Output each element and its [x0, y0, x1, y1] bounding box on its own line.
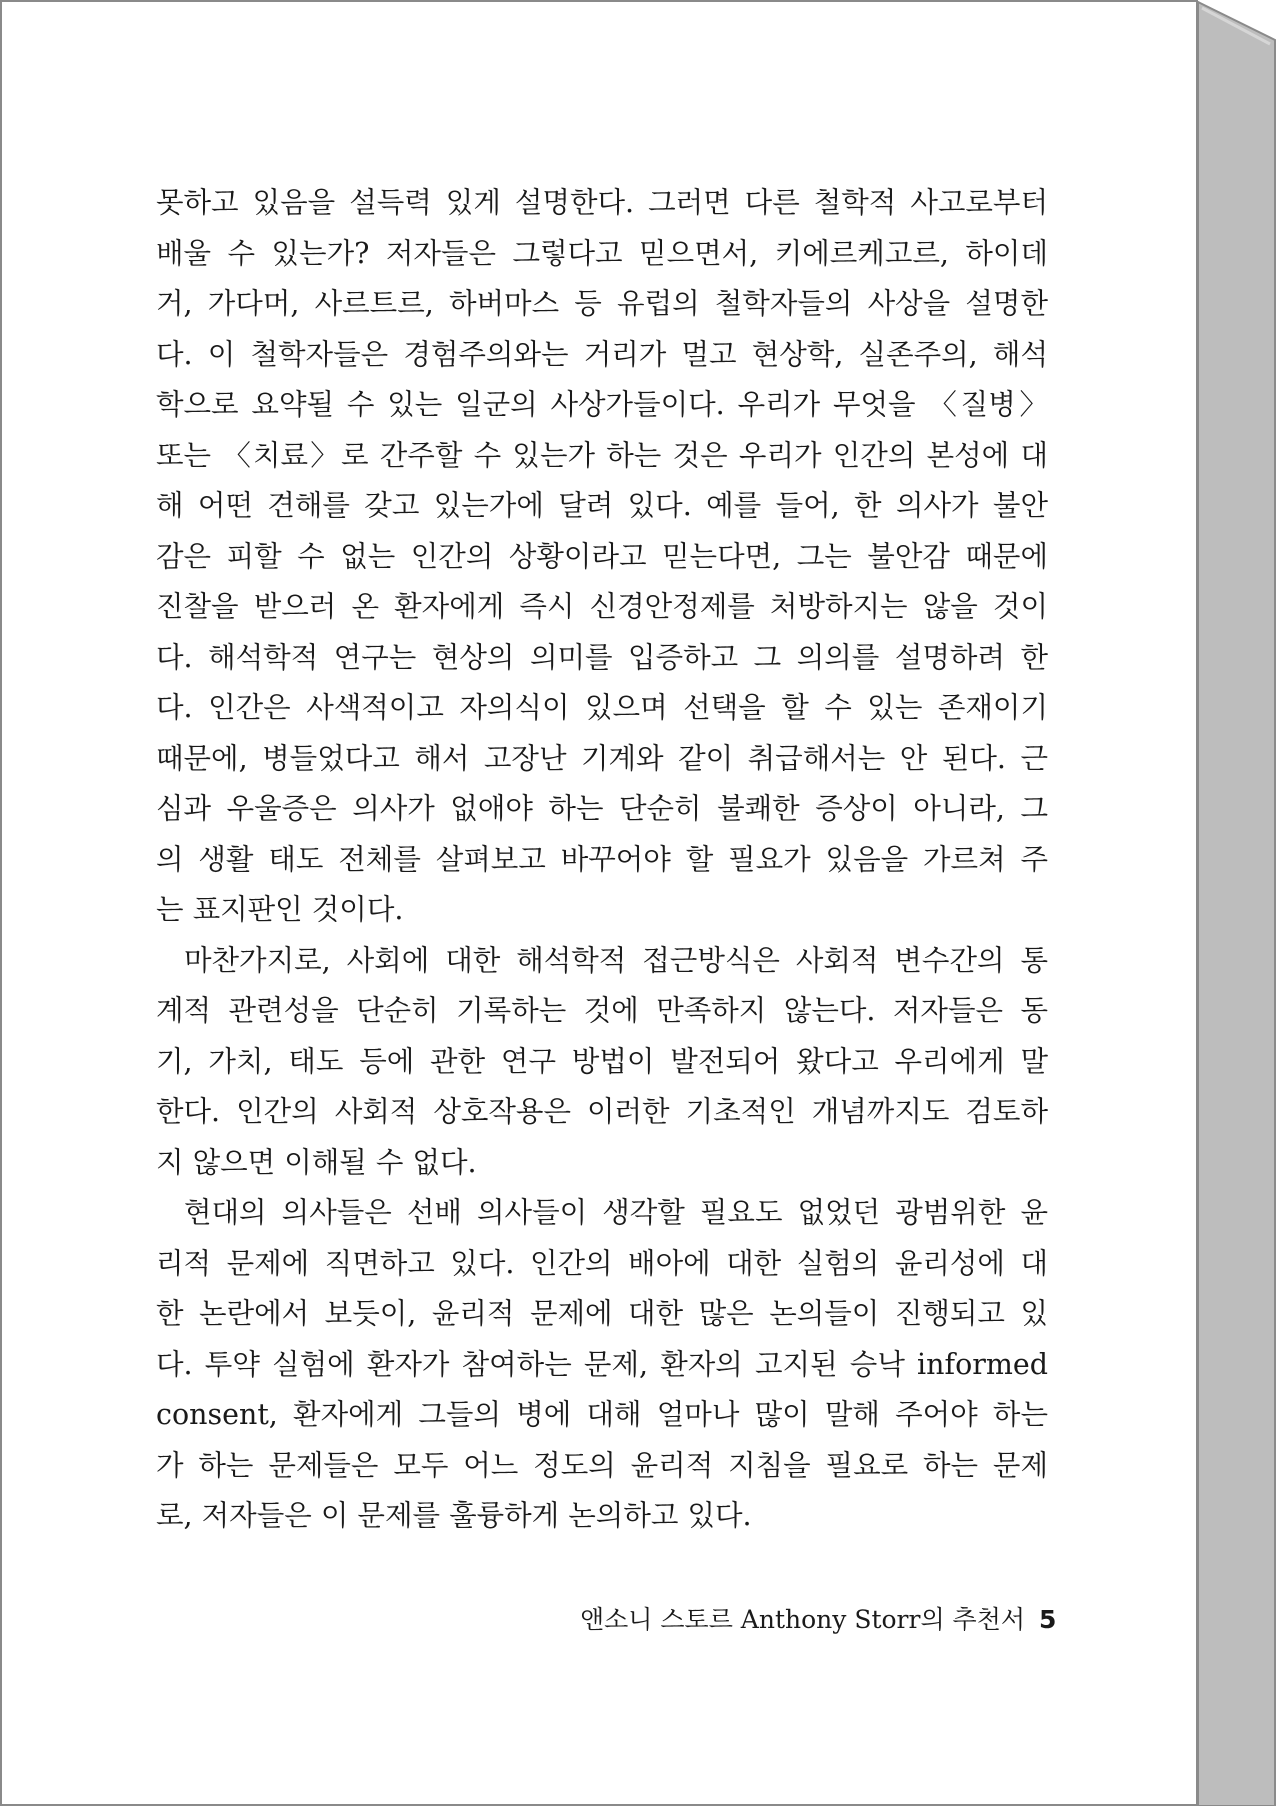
text-line: 계적 관련성을 단순히 기록하는 것에 만족하지 않는다. 저자들은 동 — [156, 994, 1048, 1027]
book-edge-face — [1198, 2, 1275, 1806]
text-line: 리적 문제에 직면하고 있다. 인간의 배아에 대한 실험의 윤리성에 대 — [156, 1246, 1048, 1280]
text-line: 배울 수 있는가? 저자들은 그렇다고 믿으면서, 키에르케고르, 하이데 — [156, 236, 1048, 270]
text-line: 심과 우울증은 의사가 없애야 하는 단순히 불쾌한 증상이 아니라, 그 — [156, 792, 1048, 825]
text-line: 해 어떤 견해를 갖고 있는가에 달려 있다. 예를 들어, 한 의사가 불안 — [156, 489, 1048, 522]
body-text — [156, 178, 1048, 1542]
text-line: 거, 가다머, 사르트르, 하버마스 등 유럽의 철학자들의 사상을 설명한 — [156, 287, 1048, 320]
paragraph — [156, 178, 1048, 936]
text-line: 가 하는 문제들은 모두 어느 정도의 윤리적 지침을 필요로 하는 문제 — [156, 1448, 1048, 1482]
page-number: 5 — [1039, 1605, 1057, 1634]
page-footer — [580, 1598, 1057, 1642]
running-title: 앤소니 스토르 Anthony Storr의 추천서 — [580, 1605, 1025, 1634]
book-edge-highlight — [1202, 8, 1270, 44]
text-line: 지 않으면 이해될 수 없다. — [156, 1145, 477, 1179]
text-line: 다. 투약 실험에 환자가 참여하는 문제, 환자의 고지된 승낙 informed — [156, 1347, 1048, 1381]
text-line: 학으로 요약될 수 있는 일군의 사상가들이다. 우리가 무엇을 〈질병〉 — [156, 388, 1048, 421]
text-line: 때문에, 병들었다고 해서 고장난 기계와 같이 취급해서는 안 된다. 근 — [156, 741, 1048, 775]
text-line: 의 생활 태도 전체를 살펴보고 바꾸어야 할 필요가 있음을 가르쳐 주 — [156, 842, 1048, 876]
text-line: 다. 인간은 사색적이고 자의식이 있으며 선택을 할 수 있는 존재이기 — [156, 691, 1048, 724]
text-line: 한다. 인간의 사회적 상호작용은 이러한 기초적인 개념까지도 검토하 — [156, 1095, 1048, 1128]
text-line: 진찰을 받으러 온 환자에게 즉시 신경안정제를 처방하지는 않을 것이 — [156, 590, 1048, 623]
text-line: 기, 가치, 태도 등에 관한 연구 방법이 발전되어 왔다고 우리에게 말 — [156, 1044, 1048, 1078]
text-line: 현대의 의사들은 선배 의사들이 생각할 필요도 없었던 광범위한 윤 — [184, 1196, 1048, 1229]
text-line: 감은 피할 수 없는 인간의 상황이라고 믿는다면, 그는 불안감 때문에 — [156, 539, 1048, 573]
text-line: 로, 저자들은 이 문제를 훌륭하게 논의하고 있다. — [156, 1499, 752, 1532]
text-line: consent, 환자에게 그들의 병에 대해 얼마나 많이 말해 주어야 하는 — [156, 1398, 1048, 1431]
text-line: 못하고 있음을 설득력 있게 설명한다. 그러면 다른 철학적 사고로부터 — [156, 186, 1048, 219]
text-line: 마찬가지로, 사회에 대한 해석학적 접근방식은 사회적 변수간의 통 — [184, 943, 1048, 977]
text-line: 다. 해석학적 연구는 현상의 의미를 입증하고 그 의의를 설명하려 한 — [156, 640, 1048, 674]
text-line: 다. 이 철학자들은 경험주의와는 거리가 멀고 현상학, 실존주의, 해석 — [156, 337, 1048, 371]
text-line: 한 논란에서 보듯이, 윤리적 문제에 대한 많은 논의들이 진행되고 있 — [156, 1297, 1048, 1330]
paragraph — [156, 1188, 1048, 1542]
text-line: 또는 〈치료〉로 간주할 수 있는가 하는 것은 우리가 인간의 본성에 대 — [156, 438, 1048, 472]
paragraph — [156, 936, 1048, 1189]
text-line: 는 표지판인 것이다. — [156, 893, 404, 926]
